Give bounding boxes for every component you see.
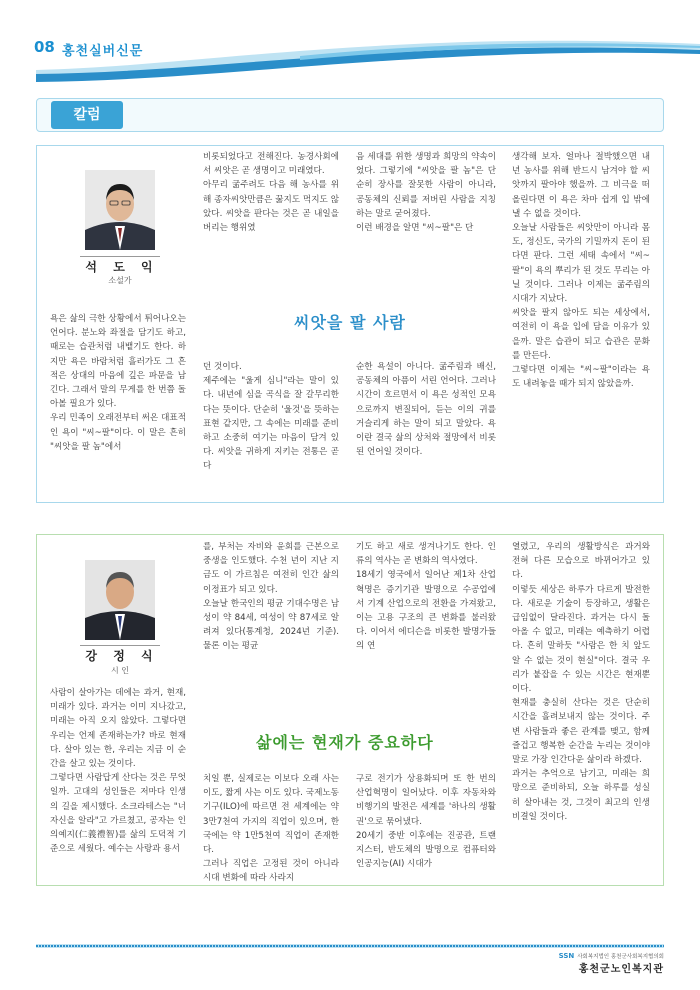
column-2-text-d: 열렸고, 우리의 생활방식은 과거와 전혀 다른 모습으로 바뀌어가고 있다. 이렇듯 세상은 하루가 다르게 발전한다. 새로운 기술이 등장하고, 생활은 급임없이 달라진다. 과거는 다시 돌아올 수 없고, 미래는 예측하기 어렵다. 흔히 말하듯 "사람은 한 치 앞도 알 수 없는 것이 현실"이다. 결국 우리가 붙잡을 수 있는 시간은 현재뿐이다. 현재를 충실히 산다는 것은 단순히 시간을 흘려보내지 않는 것이다. 주변 사람들과 좋은 관계를 맺고, 함께 즐겁고 행복한 순간을 누리는 것이야말로 가장 인간다운 삶이라 하겠다. 과거는 추억으로 남기고, 미래는 희망으로 준비하되, 오늘 하루를 성실히 살아내는 것, 그것이 최고의 인생 비결일 것이다.	[512, 542, 650, 822]
column-1-text-c-bottom: 순한 욕설이 아니다. 굶주림과 배신, 공동체의 아픔이 서린 언어다. 그러나 시간이 흐르면서 이 욕은 성적인 모욕으로까지 변질되어, 듣는 이의 귀를 거슬리게 하는 말이 되고 말았다. 욕이란 결국 삶의 상처와 절망에서 비롯된 언어일 것이다.	[356, 362, 496, 458]
author-1-photo	[85, 170, 155, 250]
author-2-divider	[80, 645, 160, 646]
footer-sub-text	[559, 952, 664, 960]
column-2-text-c-top: 기도 하고 새로 생겨나기도 한다. 인류의 역사는 곧 변화의 역사였다. 18세기 영국에서 일어난 제1차 산업혁명은 증기기관 발명으로 수공업에서 기계 산업으로의 전환을 가져왔고, 이는 고용 구조의 큰 변화를 불러왔다. 이어서 에디슨을 비롯한 발명가들의 연	[356, 542, 496, 652]
column-2-text-c-bottom: 구로 전기가 상용화되며 또 한 번의 산업혁명이 일어났다. 이후 자동차와 비행기의 발전은 세계를 '하나의 생활권'으로 묶어냈다. 20세기 중반 이후에는 진공관, 트랜지스터, 반도체의 발명으로 컴퓨터와 인공지능(AI) 시대가	[356, 774, 496, 870]
column-1-text-b-top: 비롯되었다고 전해진다. 농경사회에서 씨앗은 곧 생명이고 미래였다. 아무리 굶주려도 다음 해 농사를 위해 종자씨앗만큼은 꿇지도 먹지도 않았다. 씨앗을 판다는 것은 곧 내일을 버리는 행위였	[203, 152, 339, 234]
column-1-text-a: 욕은 삶의 극한 상황에서 튀어나오는 언어다. 분노와 좌절을 담기도 하고, 때로는 습관처럼 내뱉기도 한다. 하지만 욕은 바람처럼 흘러가도 그 흔적은 상대의 마음에 깊은 파문을 남긴다. 그래서 말의 무게를 한 번쯤 돌아볼 필요가 있다. 우리 민족이 오래전부터 써온 대표적인 욕이 "씨~팔"이다. 이 말은 흔히 "씨앗을 팔 놈"에서	[50, 314, 186, 452]
column-1-text-c-top: 음 세대를 위한 생명과 희망의 약속이었다. 그렇기에 "씨앗을 팔 놈"은 단순히 장사를 잘못한 사람이 아니라, 공동체의 신뢰를 저버린 사람을 지칭하는 말로 굳어졌다. 이런 배경을 알면 "씨~팔"은 단	[356, 152, 496, 234]
author-2-name: 강 정 식	[85, 649, 159, 663]
author-1-name: 석 도 익	[85, 260, 159, 274]
author-2-photo	[85, 560, 155, 640]
publication-name: 홍천실버신문	[62, 44, 144, 59]
column-1-text-b-bottom: 던 것이다. 제주에는 "울게 심니"라는 말이 있다. 내년에 심을 곡식을 잘 갈무리한다는 뜻이다. 단순히 '울것'을 뜻하는 표현 같지만, 그 속에는 미래를 준비하고 소중히 여기는 마음이 담겨 있다. 씨앗을 귀하게 지키는 전통은 곧 다	[203, 362, 339, 472]
author-1-role: 소설가	[108, 276, 132, 285]
author-2-role: 시 인	[111, 666, 129, 675]
page-header	[0, 0, 700, 90]
footer-sub-label: 사회복지법인 홍천군사회복지협의회	[577, 954, 664, 960]
footer-organization: 홍천군노인복지관	[578, 964, 664, 975]
footer-logo	[559, 952, 664, 975]
author-1-divider	[80, 256, 160, 257]
column-2-title: 삶에는 현재가 중요하다	[256, 733, 434, 752]
column-2-text-b-top: 를, 부처는 자비와 윤회를 근본으로 중생을 인도했다. 수천 년이 지난 지금도 이 가르침은 여전히 인간 삶의 이정표가 되고 있다. 오늘날 한국인의 평균 기대수명은 남성이 약 84세, 여성이 약 87세로 알려져 있다(통계청, 2024년 기준). 물론 이는 평균	[203, 542, 339, 652]
column-2-text-a: 사람이 살아가는 데에는 과거, 현재, 미래가 있다. 과거는 이미 지나갔고, 미래는 아직 오지 않았다. 그렇다면 우리는 언제 존재하는가? 바로 현재다. 살아 있는 한, 우리는 지금 이 순간을 살고 있는 것이다. 그렇다면 사람답게 산다는 것은 무엇일까. 고대의 성인들은 저마다 인생의 길을 제시했다. 소크라테스는 "너 자신을 알라"고 가르쳤고, 공자는 인의예지(仁義禮智)를 삶의 도덕적 기준으로 세웠다. 예수는 사랑과 용서	[50, 688, 186, 855]
column-1-title: 씨앗을 팔 사람	[294, 313, 406, 332]
section-bar	[36, 98, 664, 132]
column-2-text-b-bottom: 치일 뿐, 실제로는 이보다 오래 사는 이도, 짧게 사는 이도 있다. 국제노동기구(ILO)에 따르면 전 세계에는 약 3만7천여 가지의 직업이 있으며, 한국에는 약 1만5천여 직업이 존재한다. 그러나 직업은 고정된 것이 아니라 시대 변화에 따라 사라지	[203, 774, 339, 884]
ssn-mark: SSN	[558, 952, 575, 960]
column-1-text-d: 생각해 보자. 얼마나 절박했으면 내년 농사를 위해 반드시 남겨야 할 씨앗까지 팔아야 했을까. 그 비극을 떠올린다면 이 욕은 차마 쉽게 입 밖에 낼 수 없을 것이다. 오늘날 사람들은 씨앗만이 아니라 몸도, 정신도, 국가의 기밀까지 돈이 된다면 판다. 그런 세태 속에서 "씨~팔"이 욕의 뿌리가 된 것도 무리는 아닐 것이다. 그러나 이제는 굶주림의 시대가 지났다. 씨앗을 팔지 않아도 되는 세상에서, 여전히 이 욕을 입에 담을 이유가 있을까. 말은 습관이 되고 습관은 문화를 만든다. 그렇다면 이제는 "씨~팔"이라는 욕도 내려놓을 때가 되지 않았을까.	[512, 152, 650, 390]
section-label: 칼럼	[51, 101, 123, 129]
footer-divider	[36, 944, 664, 948]
page-number: 08	[34, 38, 55, 56]
